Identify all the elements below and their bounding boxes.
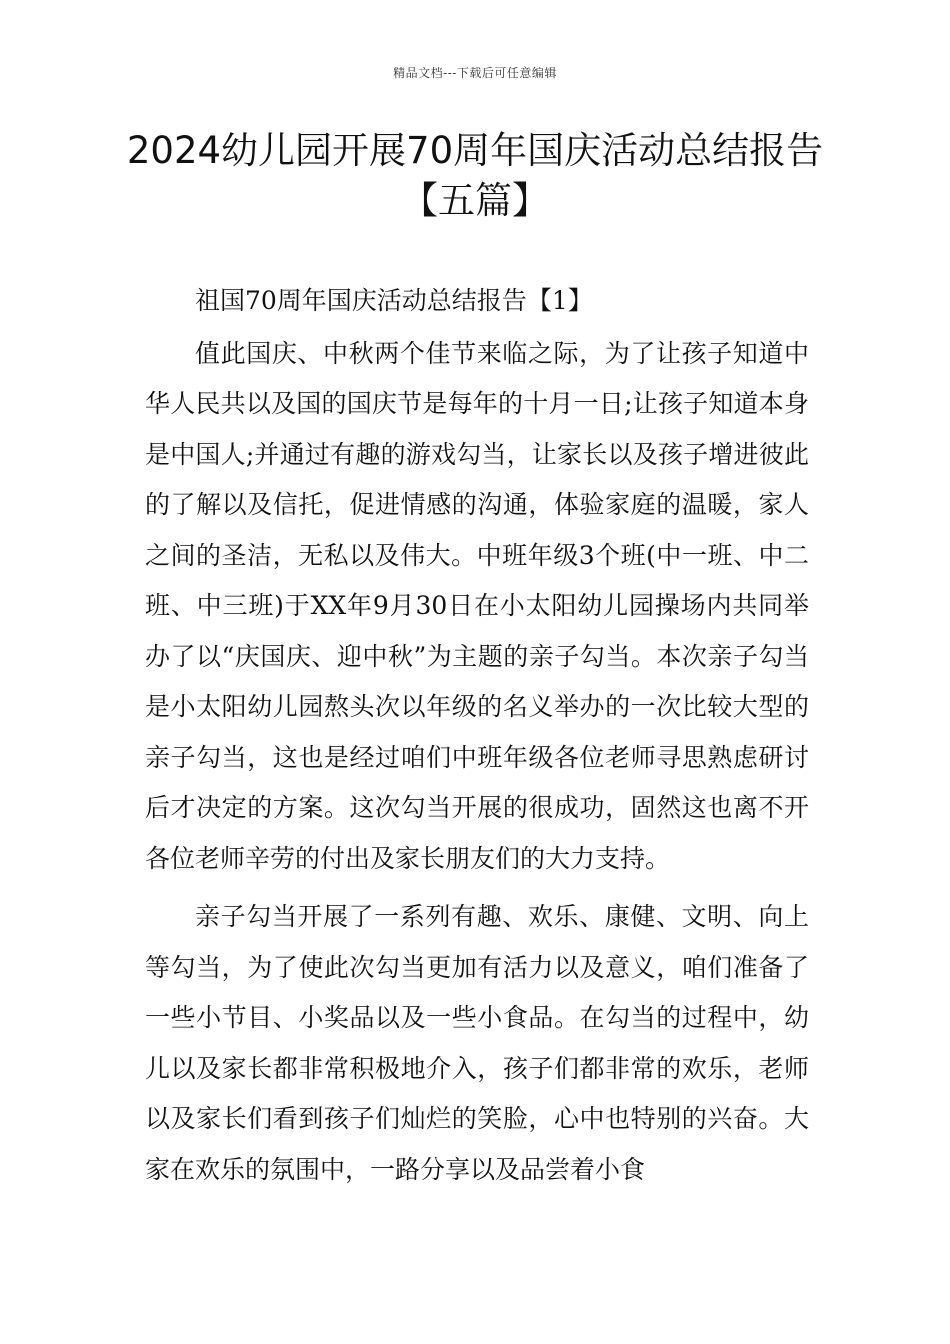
document-title: 2024幼儿园开展70周年国庆活动总结报告【五篇】 [126,129,824,222]
document-body [145,276,809,1195]
section-heading: 祖国70周年国庆活动总结报告【1】 [195,286,593,315]
body-paragraph-1: 值此国庆、中秋两个佳节来临之际，为了让孩子知道中华人民共以及国的国庆节是每年的十月一日;让孩子知道本身是中国人;并通过有趣的游戏勾当，让家长以及孩子增进彼此的了解以及信托，促进情感的沟通，体验家庭的温暖，家人之间的圣洁，无私以及伟大。中班年级3个班(中一班、中二班、中三班)于XX年9月30日在小太阳幼儿园操场内共同举办了以“庆国庆、迎中秋”为主题的亲子勾当。本次亲子勾当是小太阳幼儿园熬头次以年级的名义举办的一次比较大型的亲子勾当，这也是经过咱们中班年级各位老师寻思熟虑研讨后才决定的方案。这次勾当开展的很成功，固然这也离不开各位老师辛劳的付出及家长朋友们的大力支持。 [145,338,809,873]
page-header: 精品文档---下载后可任意编辑 [393,66,557,80]
body-paragraph-2: 亲子勾当开展了一系列有趣、欢乐、康健、文明、向上等勾当，为了使此次勾当更加有活力以及意义，咱们准备了一些小节目、小奖品以及一些小食品。在勾当的过程中，幼儿以及家长都非常积极地介入，孩子们都非常的欢乐，老师以及家长们看到孩子们灿烂的笑脸，心中也特别的兴奋。大家在欢乐的氛围中，一路分享以及品尝着小食 [145,902,809,1184]
